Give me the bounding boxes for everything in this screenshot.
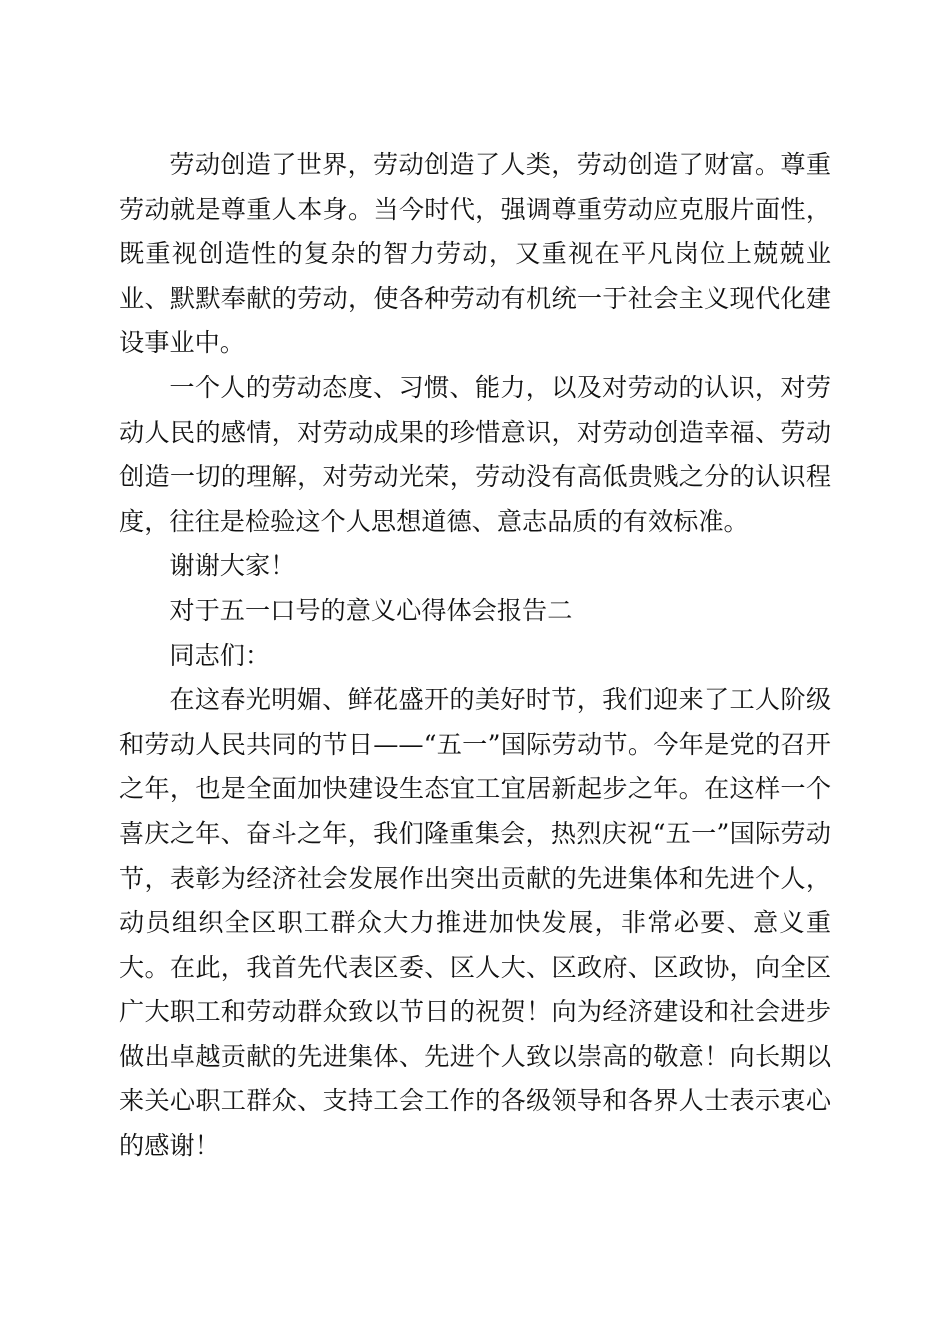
paragraph-may-day-speech: 在这春光明媚、鲜花盛开的美好时节，我们迎来了工人阶级和劳动人民共同的节日——“五一”国际劳动节。今年是党的召开之年，也是全面加快建设生态宜工宜居新起步之年。在这样一个喜庆之年、奋斗之年，我们隆重集会，热烈庆祝“五一”国际劳动节，表彰为经济社会发展作出突出贡献的先进集体和先进个人，动员组织全区职工群众大力推进加快发展，非常必要、意义重大。在此，我首先代表区委、区人大、区政府、区政协，向全区广大职工和劳动群众致以节日的祝贺！向为经济建设和社会进步做出卓越贡献的先进集体、先进个人致以崇高的敬意！向长期以来关心职工群众、支持工会工作的各级领导和各界人士表示衷心的感谢！	[119, 685, 831, 1161]
section-title-report-two: 对于五一口号的意义心得体会报告二	[169, 595, 573, 625]
paragraph-labor-creates-world: 劳动创造了世界，劳动创造了人类，劳动创造了财富。尊重劳动就是尊重人本身。当今时代，强调尊重劳动应克服片面性，既重视创造性的复杂的智力劳动，又重视在平凡岗位上兢兢业业、默默奉献的劳动，使各种劳动有机统一于社会主义现代化建设事业中。	[119, 150, 831, 358]
paragraph-labor-attitude: 一个人的劳动态度、习惯、能力，以及对劳动的认识，对劳动人民的感情，对劳动成果的珍惜意识，对劳动创造幸福、劳动创造一切的理解，对劳动光荣，劳动没有高低贵贱之分的认识程度，往往是检验这个人思想道德、意志品质的有效标准。	[119, 372, 831, 536]
paragraph-thanks: 谢谢大家！	[169, 551, 296, 581]
document-body	[119, 143, 831, 1169]
salutation: 同志们：	[169, 640, 271, 670]
